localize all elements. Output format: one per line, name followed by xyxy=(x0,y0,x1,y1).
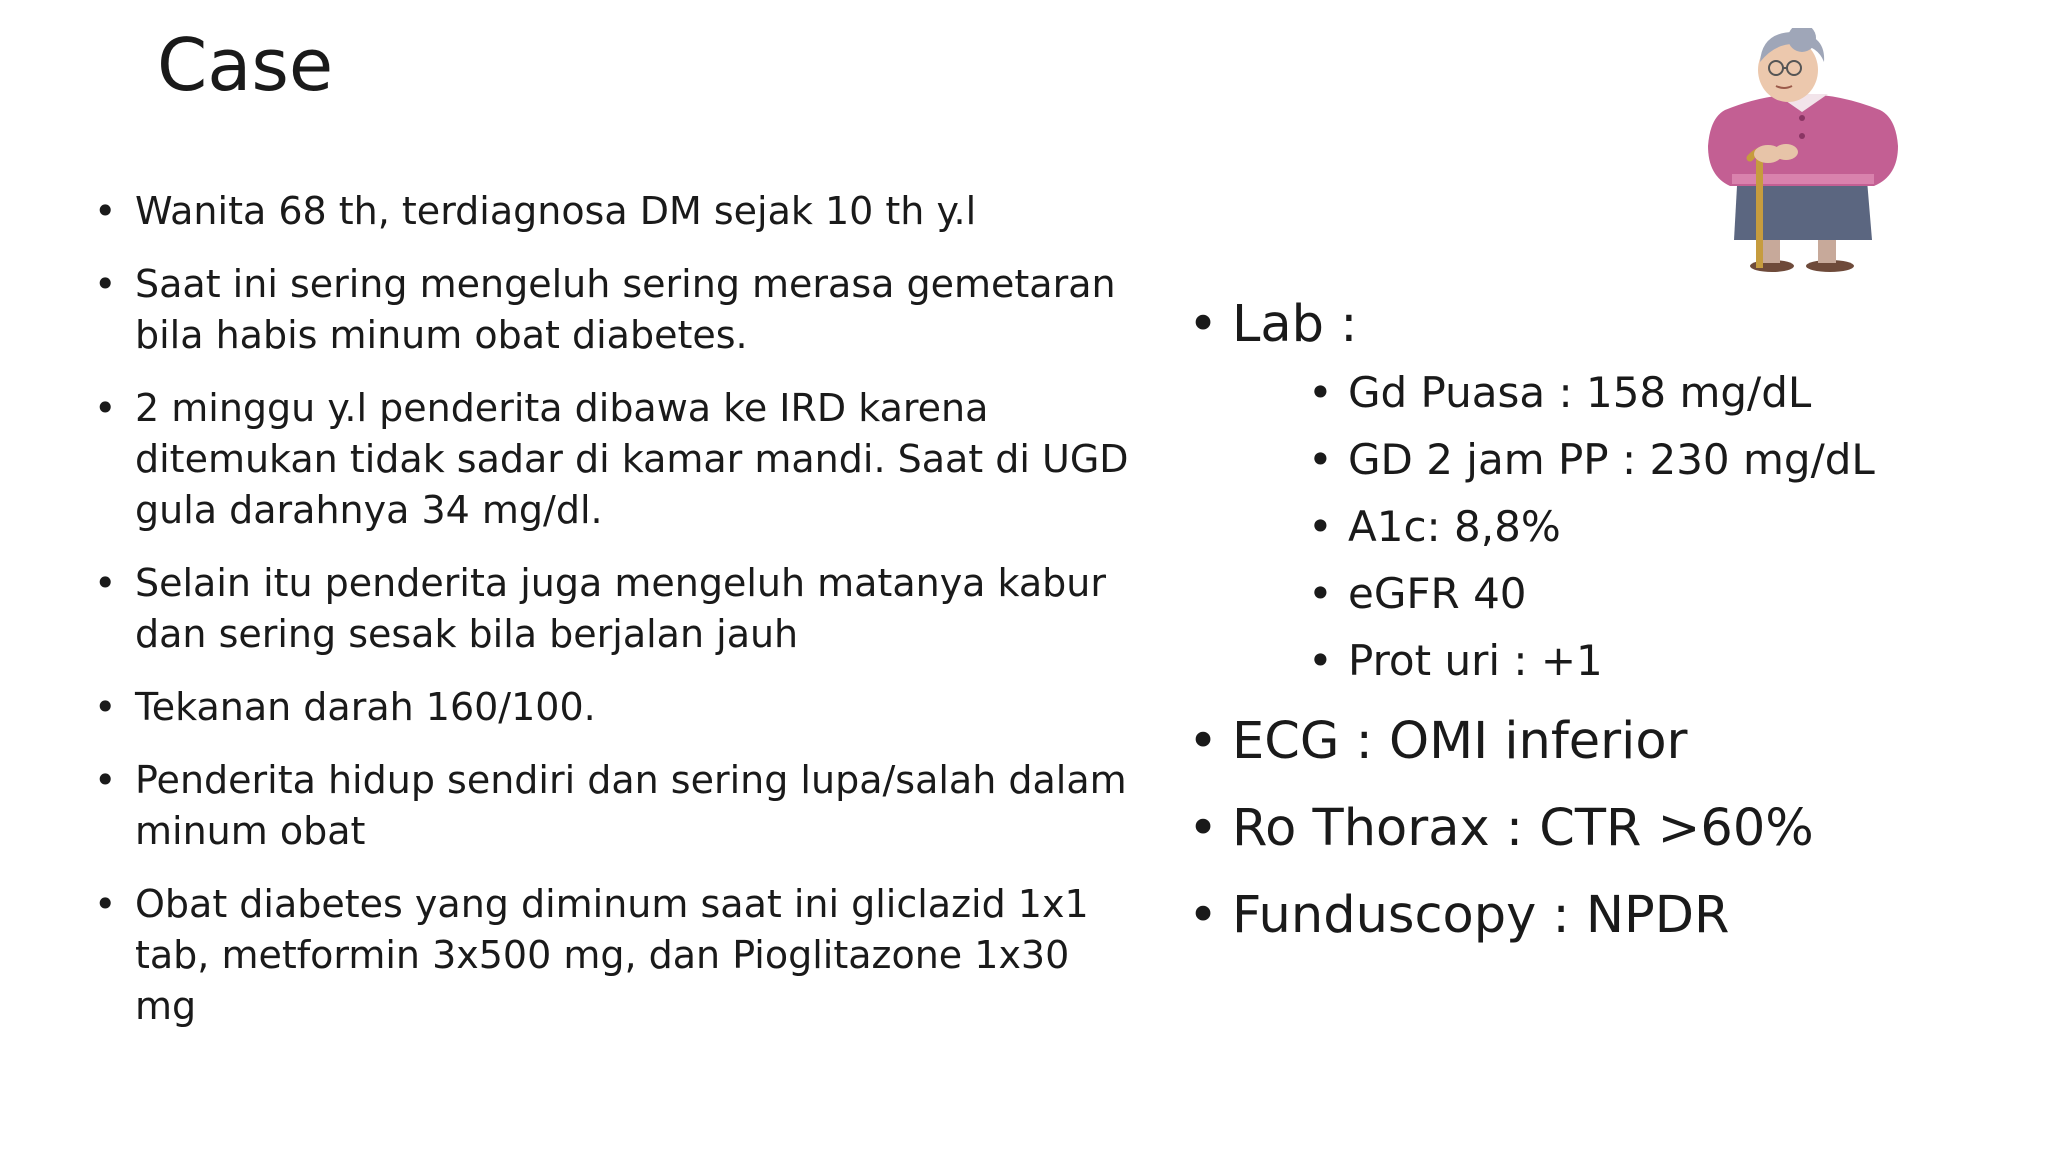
list-item xyxy=(94,259,1134,361)
bullet-icon: • xyxy=(94,262,117,306)
bullet-icon: • xyxy=(94,189,117,233)
lab-result-text: eGFR 40 xyxy=(1348,569,1527,618)
bullet-icon: • xyxy=(94,882,117,926)
list-item xyxy=(94,558,1134,660)
slide-title: Case xyxy=(157,23,334,107)
bullet-icon: • xyxy=(1188,799,1219,858)
bullet-icon: • xyxy=(1188,712,1219,771)
bullet-icon: • xyxy=(94,386,117,430)
lab-heading: Lab : xyxy=(1232,295,1358,354)
list-item xyxy=(94,879,1134,1032)
lab-result-item xyxy=(1308,499,2008,554)
lab-result-item xyxy=(1308,365,2008,420)
lab-result-item xyxy=(1308,432,2008,487)
bullet-icon: • xyxy=(1308,502,1333,551)
list-item-text: Saat ini sering mengeluh sering merasa gemetaran bila habis minum obat diabetes. xyxy=(135,262,1116,357)
list-item xyxy=(94,755,1134,857)
lab-result-text: Gd Puasa : 158 mg/dL xyxy=(1348,368,1812,417)
finding-text: Funduscopy : NPDR xyxy=(1232,886,1730,945)
button-dot xyxy=(1799,115,1805,121)
bullet-icon: • xyxy=(1308,569,1333,618)
bullet-icon: • xyxy=(1308,435,1333,484)
button-dot xyxy=(1799,133,1805,139)
lab-results-list xyxy=(1232,365,2008,688)
cardigan-hem xyxy=(1732,174,1874,184)
list-item-text: 2 minggu y.l penderita dibawa ke IRD karena ditemukan tidak sadar di kamar mandi. Saat di UGD gula darahnya 34 mg/dl. xyxy=(135,386,1129,532)
bullet-icon: • xyxy=(1188,886,1219,945)
finding-item xyxy=(1188,883,2008,949)
lab-result-text: A1c: 8,8% xyxy=(1348,502,1561,551)
list-item-text: Penderita hidup sendiri dan sering lupa/salah dalam minum obat xyxy=(135,758,1127,853)
cane xyxy=(1756,156,1763,268)
bullet-icon: • xyxy=(1188,295,1219,354)
lab-result-item xyxy=(1308,633,2008,688)
hand-right xyxy=(1774,144,1798,160)
list-item xyxy=(94,383,1134,536)
bullet-icon: • xyxy=(94,685,117,729)
list-item-text: Selain itu penderita juga mengeluh matanya kabur dan sering sesak bila berjalan jauh xyxy=(135,561,1107,656)
lab-result-text: Prot uri : +1 xyxy=(1348,636,1603,685)
case-history-list xyxy=(94,186,1134,1054)
list-item xyxy=(94,682,1134,733)
bullet-icon: • xyxy=(94,758,117,802)
elderly-woman-icon xyxy=(1690,28,1920,273)
finding-text: Ro Thorax : CTR >60% xyxy=(1232,799,1814,858)
finding-text: ECG : OMI inferior xyxy=(1232,712,1688,771)
list-item xyxy=(94,186,1134,237)
bullet-icon: • xyxy=(1308,636,1333,685)
bullet-icon: • xyxy=(94,561,117,605)
list-item-text: Obat diabetes yang diminum saat ini gliclazid 1x1 tab, metformin 3x500 mg, dan Pioglitazone 1x30 mg xyxy=(135,882,1089,1028)
finding-item xyxy=(1188,709,2008,775)
finding-item xyxy=(1188,796,2008,862)
lab-result-item xyxy=(1308,566,2008,621)
lab-section xyxy=(1188,292,2008,688)
lab-result-text: GD 2 jam PP : 230 mg/dL xyxy=(1348,435,1875,484)
list-item-text: Tekanan darah 160/100. xyxy=(135,685,596,729)
bullet-icon: • xyxy=(1308,368,1333,417)
list-item-text: Wanita 68 th, terdiagnosa DM sejak 10 th y.l xyxy=(135,189,977,233)
findings-list xyxy=(1188,292,2008,970)
